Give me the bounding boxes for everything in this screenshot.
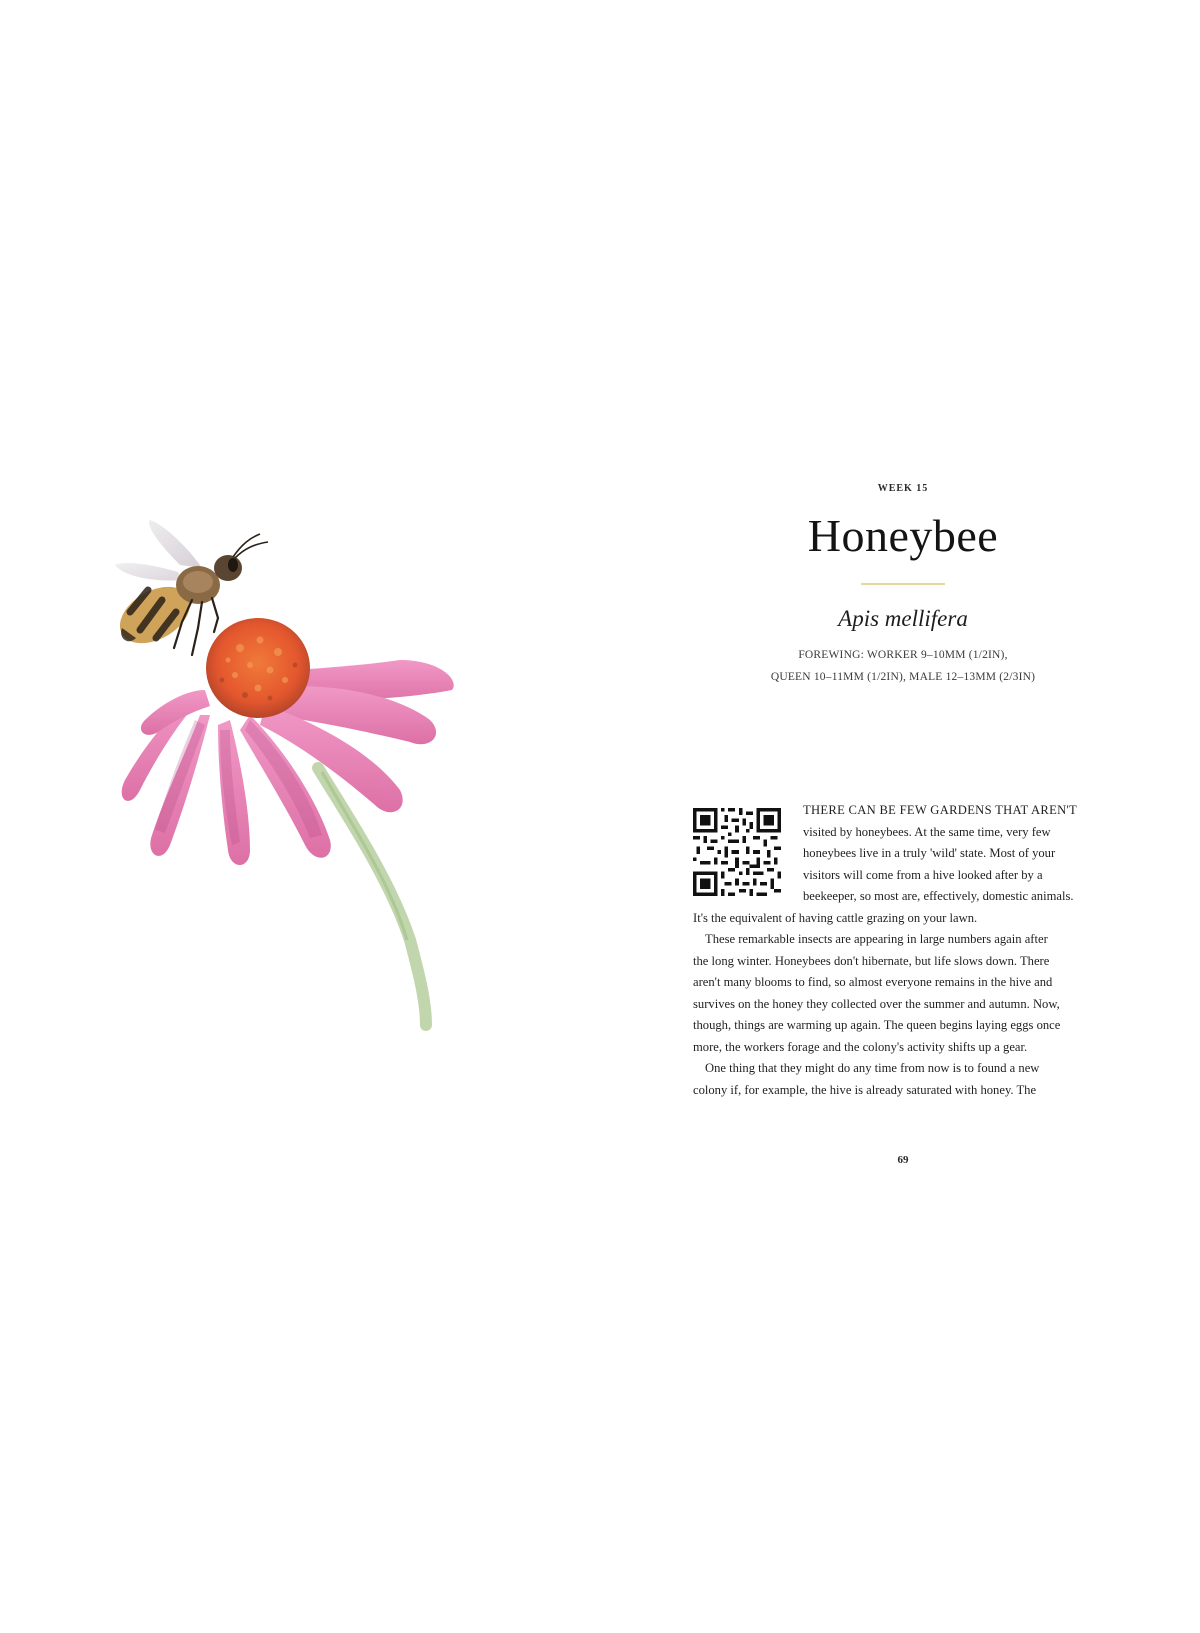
body-line: the long winter. Honeybees don't hibernate, but life slows down. There xyxy=(693,953,1050,968)
latin-name: Apis mellifera xyxy=(838,606,968,631)
body-line: visitors will come from a hive looked after by a xyxy=(803,867,1043,882)
bee-and-coneflower-illustration xyxy=(100,520,490,1050)
week-label: WEEK 15 xyxy=(877,483,929,494)
body-line: survives on the honey they collected over the summer and autumn. Now, xyxy=(693,996,1060,1011)
size-line: QUEEN 10–11MM (1/2IN), MALE 12–13MM (2/3IN) xyxy=(770,671,1036,683)
body-line: These remarkable insects are appearing in large numbers again after xyxy=(705,932,1048,946)
body-line: aren't many blooms to find, so almost everyone remains in the hive and xyxy=(693,975,1053,989)
body-line: visited by honeybees. At the same time, very few xyxy=(803,824,1051,839)
title-divider xyxy=(861,583,945,585)
page-number: 69 xyxy=(897,1154,909,1166)
body-line: colony if, for example, the hive is already saturated with honey. The xyxy=(693,1082,1037,1097)
body-line: One thing that they might do any time from now is to found a new xyxy=(705,1061,1040,1075)
body-line: more, the workers forage and the colony's activity shifts up a gear. xyxy=(693,1039,1028,1054)
body-line: though, things are warming up again. The queen begins laying eggs once xyxy=(693,1018,1061,1032)
size-line: FOREWING: WORKER 9–10MM (1/2IN), xyxy=(798,649,1008,661)
page-title: Honeybee xyxy=(807,510,999,561)
body-line: beekeeper, so most are, effectively, domestic animals. xyxy=(803,889,1074,903)
body-line: THERE CAN BE FEW GARDENS THAT AREN'T xyxy=(803,803,1078,817)
forewing-size xyxy=(693,644,1113,688)
flower-stem xyxy=(318,768,426,1025)
body-text xyxy=(693,800,1113,1101)
flower-cone xyxy=(206,618,310,718)
body-line: It's the equivalent of having cattle grazing on your lawn. xyxy=(693,910,978,925)
body-line: honeybees live in a truly 'wild' state. Most of your xyxy=(803,846,1056,860)
